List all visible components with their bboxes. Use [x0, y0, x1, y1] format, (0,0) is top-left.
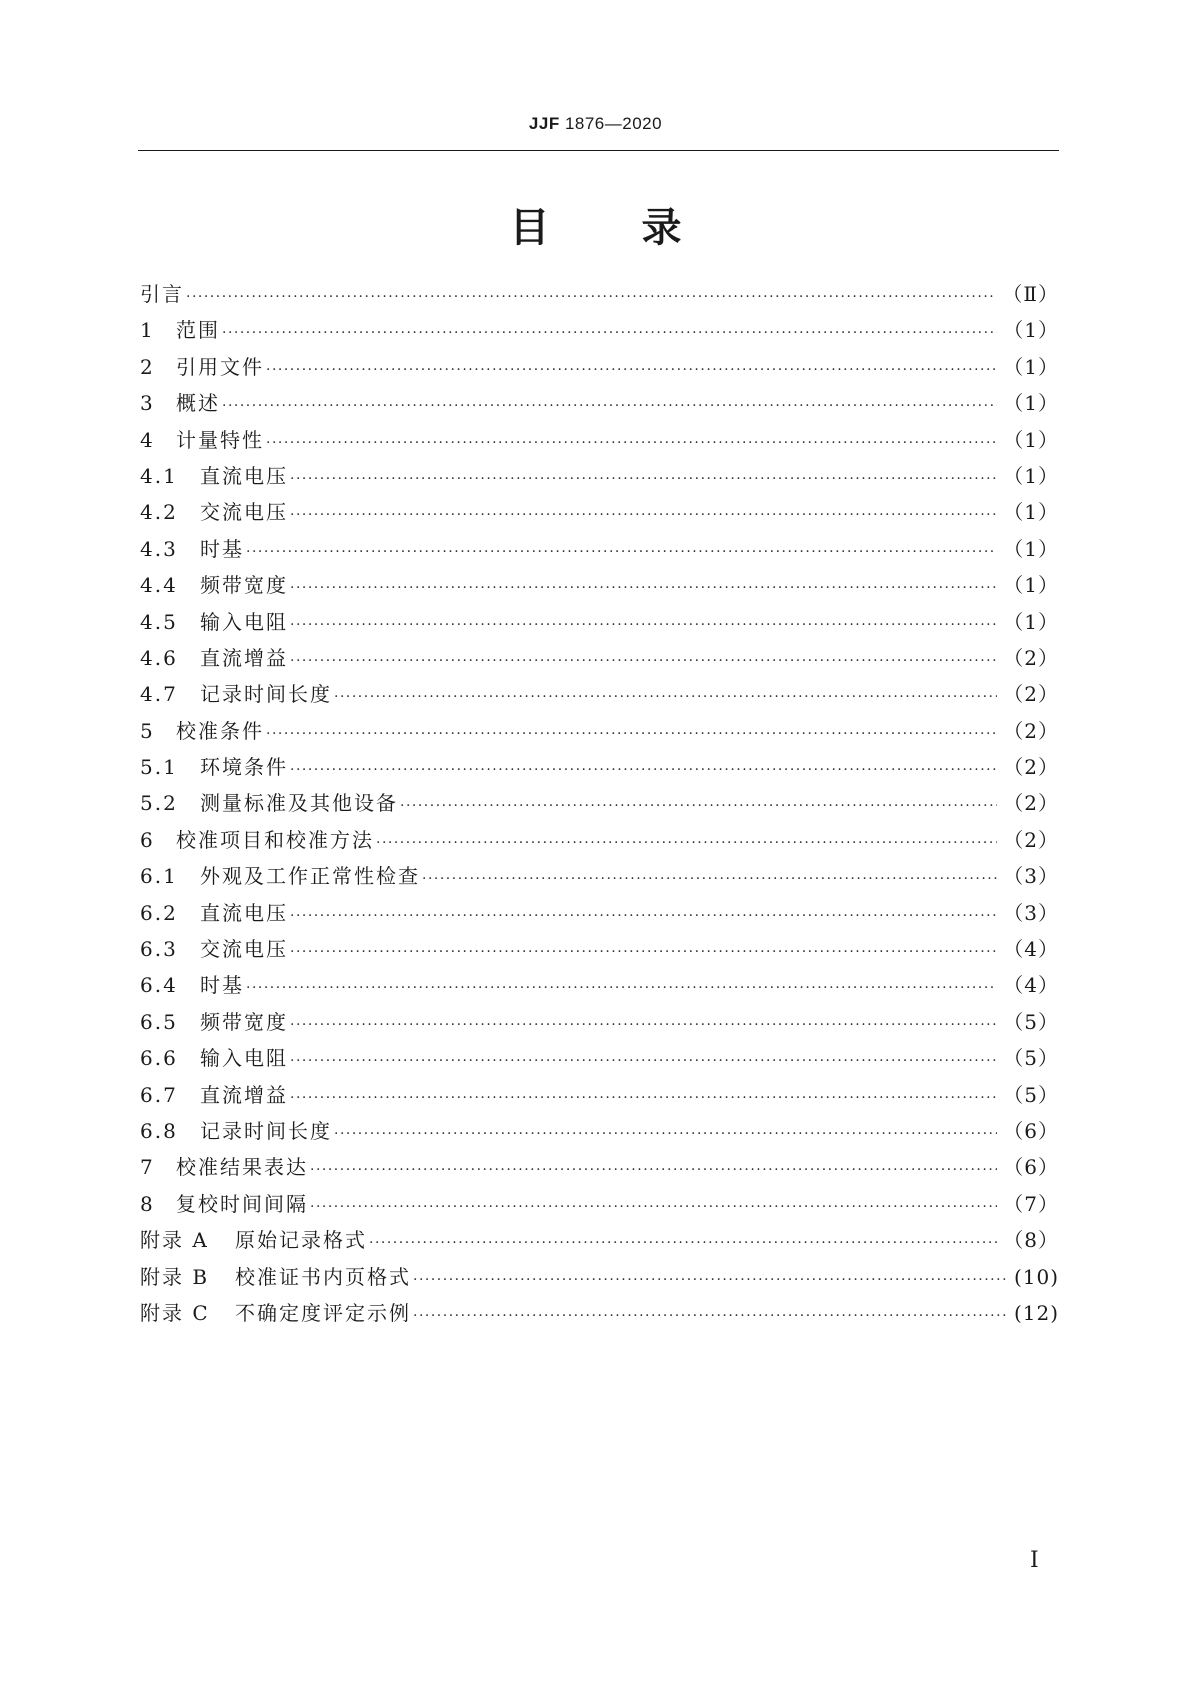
toc-entry-label: 校准条件 [176, 718, 264, 743]
toc-entry-page: （1） [1003, 354, 1059, 379]
toc-entry[interactable] [140, 1115, 1059, 1151]
toc-entry-page: （1） [1003, 427, 1059, 452]
toc-entry[interactable] [140, 1261, 1059, 1297]
toc-dot-leader [310, 1162, 997, 1178]
toc-dot-leader [246, 544, 997, 560]
toc-entry-number: 5.1 [140, 755, 178, 780]
table-of-contents [140, 278, 1059, 1333]
toc-entry[interactable] [140, 824, 1059, 860]
toc-entry-page: （3） [1003, 900, 1059, 925]
toc-entry[interactable] [140, 969, 1059, 1005]
toc-entry-number: 附录 C [140, 1300, 210, 1325]
toc-entry-number: 6.1 [140, 864, 178, 889]
toc-dot-leader [246, 980, 997, 996]
toc-entry[interactable] [140, 569, 1059, 605]
toc-entry-page: （2） [1003, 827, 1059, 852]
toc-dot-leader [290, 617, 997, 633]
toc-entry-label: 记录时间长度 [200, 1118, 332, 1143]
toc-dot-leader [400, 798, 997, 814]
toc-entry-number: 4.3 [140, 536, 178, 561]
toc-entry-number: 5.2 [140, 791, 178, 816]
toc-entry-number: 3 [140, 391, 155, 416]
toc-dot-leader [266, 435, 997, 451]
toc-dot-leader [290, 908, 997, 924]
toc-entry-page: （2） [1003, 718, 1059, 743]
toc-entry-number: 4.2 [140, 500, 178, 525]
toc-dot-leader [290, 944, 997, 960]
toc-dot-leader [290, 471, 997, 487]
toc-entry-page: （5） [1003, 1082, 1059, 1107]
toc-entry-page: （1） [1003, 463, 1059, 488]
toc-entry[interactable] [140, 314, 1059, 350]
toc-entry-number: 8 [140, 1191, 155, 1216]
toc-entry-number: 4.1 [140, 463, 178, 488]
toc-dot-leader [290, 1017, 997, 1033]
toc-dot-leader [266, 362, 997, 378]
toc-entry[interactable] [140, 751, 1059, 787]
toc-entry[interactable] [140, 642, 1059, 678]
toc-entry-label: 校准项目和校准方法 [176, 827, 374, 852]
toc-entry-label: 交流电压 [200, 937, 288, 962]
toc-entry[interactable] [140, 678, 1059, 714]
toc-entry-label: 时基 [200, 536, 244, 561]
toc-entry-number: 4.7 [140, 682, 178, 707]
toc-entry-page: （6） [1003, 1118, 1059, 1143]
toc-entry-label: 直流增益 [200, 645, 288, 670]
toc-entry-number: 附录 A [140, 1228, 209, 1253]
toc-dot-leader [369, 1235, 997, 1251]
toc-entry[interactable] [140, 387, 1059, 423]
toc-entry-page: (10) [1013, 1264, 1059, 1289]
toc-entry-page: （2） [1003, 682, 1059, 707]
toc-entry-page: （1） [1003, 391, 1059, 416]
toc-entry-label: 输入电阻 [200, 609, 288, 634]
toc-entry[interactable] [140, 933, 1059, 969]
toc-entry-number: 6.2 [140, 900, 178, 925]
toc-entry-page: (12) [1013, 1300, 1059, 1325]
title-char-2: 录 [641, 204, 682, 251]
toc-dot-leader [290, 1090, 997, 1106]
toc-entry-page: （1） [1003, 536, 1059, 561]
toc-entry-label: 测量标准及其他设备 [200, 791, 398, 816]
toc-entry-page: （2） [1003, 791, 1059, 816]
toc-entry-label: 原始记录格式 [235, 1228, 367, 1253]
toc-dot-leader [310, 1199, 997, 1215]
toc-entry[interactable] [140, 1297, 1059, 1333]
toc-entry-label: 记录时间长度 [200, 682, 332, 707]
toc-entry-number: 6.3 [140, 937, 178, 962]
toc-dot-leader [222, 398, 997, 414]
toc-dot-leader [290, 507, 997, 523]
page-title [0, 196, 1191, 253]
toc-entry-label: 时基 [200, 973, 244, 998]
toc-entry-label: 复校时间间隔 [176, 1191, 308, 1216]
title-char-1: 目 [509, 204, 550, 251]
toc-entry[interactable] [140, 1188, 1059, 1224]
toc-entry-page: （7） [1003, 1191, 1059, 1216]
toc-entry-page: （1） [1003, 318, 1059, 343]
standard-code: JJF [528, 114, 560, 133]
toc-entry-label: 直流增益 [200, 1082, 288, 1107]
toc-dot-leader [290, 653, 997, 669]
toc-entry-page: （6） [1003, 1155, 1059, 1180]
toc-dot-leader [413, 1308, 1008, 1324]
toc-dot-leader [266, 726, 997, 742]
toc-entry-number: 6.7 [140, 1082, 178, 1107]
toc-entry-label: 校准证书内页格式 [235, 1264, 411, 1289]
toc-entry-page: （Ⅱ） [1002, 282, 1059, 306]
toc-entry-number: 7 [140, 1155, 155, 1180]
toc-entry-label: 概述 [176, 391, 220, 416]
toc-dot-leader [422, 871, 997, 887]
toc-entry[interactable] [140, 715, 1059, 751]
toc-entry-label: 直流电压 [200, 463, 288, 488]
toc-entry-number: 6.6 [140, 1046, 178, 1071]
toc-entry-page: （2） [1003, 645, 1059, 670]
toc-dot-leader [376, 835, 997, 851]
toc-entry-number: 4 [140, 427, 155, 452]
toc-entry-number: 4.6 [140, 645, 178, 670]
running-header [0, 114, 1191, 134]
toc-entry[interactable] [140, 278, 1059, 314]
toc-entry[interactable] [140, 496, 1059, 532]
toc-entry[interactable] [140, 1042, 1059, 1078]
toc-entry-label: 校准结果表达 [176, 1155, 308, 1180]
toc-entry-number: 6.4 [140, 973, 178, 998]
toc-entry-page: （3） [1003, 864, 1059, 889]
toc-entry-page: （2） [1003, 755, 1059, 780]
toc-entry[interactable] [140, 1151, 1059, 1187]
toc-entry-number: 6.8 [140, 1118, 178, 1143]
standard-number: 1876—2020 [564, 114, 663, 133]
toc-entry[interactable] [140, 787, 1059, 823]
toc-entry[interactable] [140, 351, 1059, 387]
toc-entry-page: （8） [1003, 1228, 1059, 1253]
toc-dot-leader [222, 325, 997, 341]
toc-entry-label: 频带宽度 [200, 1009, 288, 1034]
toc-entry-number: 1 [140, 318, 155, 343]
toc-entry-page: （4） [1003, 937, 1059, 962]
toc-dot-leader [413, 1272, 1008, 1288]
toc-entry-page: （5） [1003, 1046, 1059, 1071]
toc-entry-label: 直流电压 [200, 900, 288, 925]
toc-dot-leader [186, 289, 996, 305]
toc-entry-page: （5） [1003, 1009, 1059, 1034]
toc-entry-number: 6 [140, 827, 155, 852]
toc-dot-leader [334, 1126, 997, 1142]
toc-entry[interactable] [140, 533, 1059, 569]
toc-entry[interactable] [140, 1006, 1059, 1042]
toc-entry-label: 范围 [176, 318, 220, 343]
toc-entry-label: 引用文件 [176, 354, 264, 379]
toc-dot-leader [290, 1053, 997, 1069]
toc-entry-number: 6.5 [140, 1009, 178, 1034]
toc-entry-label: 频带宽度 [200, 573, 288, 598]
toc-entry-label: 交流电压 [200, 500, 288, 525]
toc-dot-leader [290, 762, 997, 778]
toc-entry[interactable] [140, 860, 1059, 896]
toc-entry-number: 5 [140, 718, 155, 743]
toc-dot-leader [290, 580, 997, 596]
header-rule [138, 150, 1059, 151]
toc-entry-label: 不确定度评定示例 [235, 1300, 411, 1325]
toc-entry-label: 环境条件 [200, 755, 288, 780]
toc-entry[interactable] [140, 1079, 1059, 1115]
toc-entry-page: （1） [1003, 500, 1059, 525]
toc-entry-page: （1） [1003, 609, 1059, 634]
toc-entry-page: （4） [1003, 973, 1059, 998]
toc-entry-label: 外观及工作正常性检查 [200, 864, 420, 889]
toc-entry-label: 计量特性 [176, 427, 264, 452]
toc-entry[interactable] [140, 460, 1059, 496]
toc-entry[interactable] [140, 1224, 1059, 1260]
toc-entry-page: （1） [1003, 573, 1059, 598]
toc-entry-number: 4.4 [140, 573, 178, 598]
toc-entry-label: 引言 [140, 282, 184, 306]
toc-entry-number: 2 [140, 354, 155, 379]
toc-entry[interactable] [140, 606, 1059, 642]
toc-entry[interactable] [140, 424, 1059, 460]
toc-entry[interactable] [140, 897, 1059, 933]
toc-entry-number: 附录 B [140, 1264, 210, 1289]
toc-entry-number: 4.5 [140, 609, 178, 634]
toc-entry-label: 输入电阻 [200, 1046, 288, 1071]
toc-dot-leader [334, 689, 997, 705]
page-number: Ⅰ [1030, 1548, 1039, 1573]
